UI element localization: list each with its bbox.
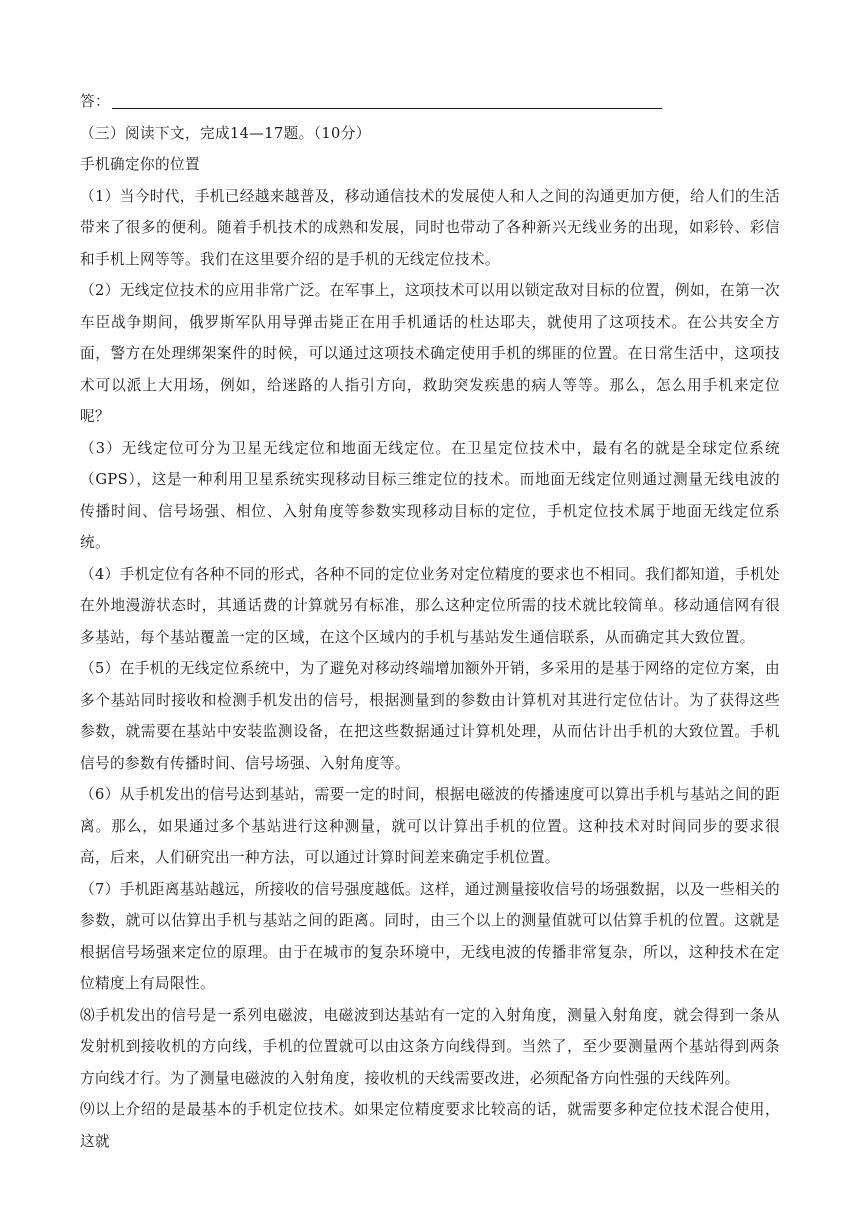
document-page: [80, 86, 780, 1157]
paragraph-3: （3）无线定位可分为卫星无线定位和地面无线定位。在卫星定位技术中，最有名的就是全球定位系统（GPS），这是一种利用卫星系统实现移动目标三维定位的技术。而地面无线定位则通过测量无线电波的传播时间、信号场强、相位、入射角度等参数实现移动目标的定位，手机定位技术属于地面无线定位系统。: [80, 439, 780, 551]
answer-blank[interactable]: [112, 88, 662, 109]
paragraph-8: ⑻手机发出的信号是一系列电磁波，电磁波到达基站有一定的入射角度，测量入射角度，就会得到一条从发射机到接收机的方向线，手机的位置就可以由这条方向线得到。当然了，至少要测量两个基站得到两条方向线才行。为了测量电磁波的入射角度，接收机的天线需要改进，必须配备方向性强的天线阵列。: [80, 1006, 780, 1087]
paragraph-2: （2）无线定位技术的应用非常广泛。在军事上，这项技术可以用以锁定敌对目标的位置，例如，在第一次车臣战争期间，俄罗斯军队用导弹击毙正在用手机通话的杜达耶夫，就使用了这项技术。在公共安全方面，警方在处理绑架案件的时候，可以通过这项技术确定使用手机的绑匪的位置。在日常生活中，这项技术可以派上大用场，例如，给迷路的人指引方向，救助突发疾患的病人等等。那么，怎么用手机来定位呢？: [80, 282, 780, 425]
paragraph-5: （5）在手机的无线定位系统中，为了避免对移动终端增加额外开销，多采用的是基于网络的定位方案，由多个基站同时接收和检测手机发出的信号，根据测量到的参数由计算机对其进行定位估计。为了获得这些参数，就需要在基站中安装监测设备，在把这些数据通过计算机处理，从而估计出手机的大致位置。手机信号的参数有传播时间、信号场强、入射角度等。: [80, 660, 780, 772]
paragraph-4: （4）手机定位有各种不同的形式，各种不同的定位业务对定位精度的要求也不相同。我们都知道，手机处在外地漫游状态时，其通话费的计算就另有标准，那么这种定位所需的技术就比较简单。移动通信网有很多基站，每个基站覆盖一定的区域，在这个区域内的手机与基站发生通信联系，从而确定其大致位置。: [80, 565, 780, 646]
paragraph-6: （6）从手机发出的信号达到基站，需要一定的时间，根据电磁波的传播速度可以算出手机与基站之间的距离。那么，如果通过多个基站进行这种测量，就可以计算出手机的位置。这种技术对时间同步的要求很高，后来，人们研究出一种方法，可以通过计算时间差来确定手机位置。: [80, 786, 780, 866]
paragraph-7: （7）手机距离基站越远，所接收的信号强度越低。这样，通过测量接收信号的场强数据，以及一些相关的参数，就可以估算出手机与基站之间的距离。同时，由三个以上的测量值就可以估算手机的位置。这就是根据信号场强来定位的原理。由于在城市的复杂环境中，无线电波的传播非常复杂，所以，这种技术在定位精度上有局限性。: [80, 880, 780, 992]
answer-line: [80, 86, 780, 118]
section-intro: （三）阅读下文，完成14—17题。（10分）: [80, 124, 371, 142]
paragraph-1: （1）当今时代，手机已经越来越普及，移动通信技术的发展使人和人之间的沟通更加方便，给人们的生活带来了很多的便利。随着手机技术的成熟和发展，同时也带动了各种新兴无线业务的出现，如彩铃、彩信和手机上网等等。我们在这里要介绍的是手机的无线定位技术。: [80, 187, 780, 268]
answer-label: 答：: [80, 93, 110, 110]
article-title: 手机确定你的位置: [80, 156, 200, 173]
paragraph-9: ⑼以上介绍的是最基本的手机定位技术。如果定位精度要求比较高的话，就需要多种定位技术混合使用，这就: [80, 1101, 780, 1150]
